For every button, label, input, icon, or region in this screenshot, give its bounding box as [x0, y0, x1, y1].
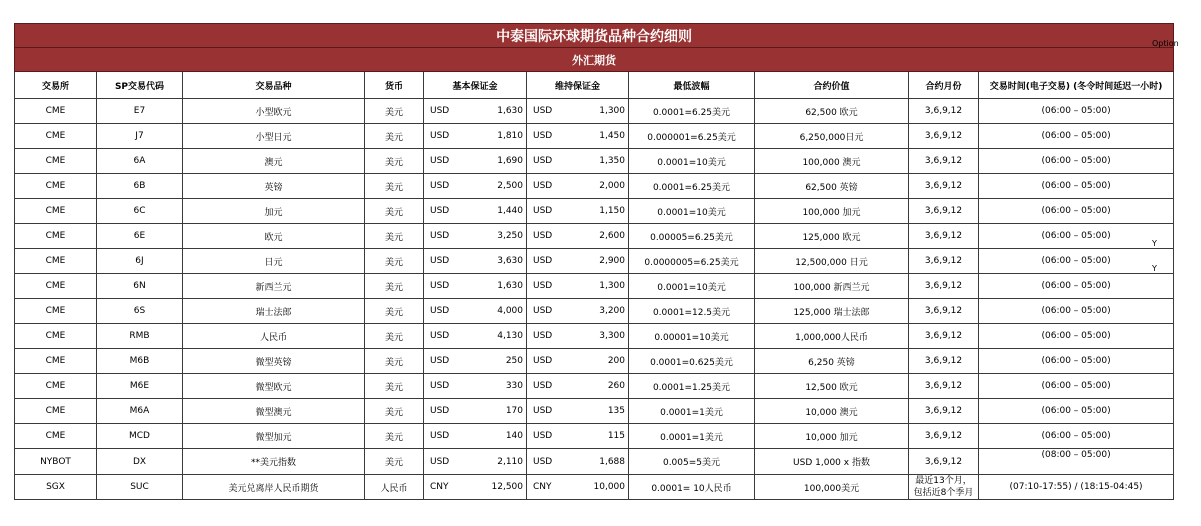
- cell-trading-hours: (06:00 – 05:00): [979, 274, 1174, 299]
- col-header-contract-value: 合约价值: [755, 72, 909, 99]
- cell-initial-margin: 330: [472, 374, 527, 399]
- futures-spec-table: [14, 23, 1174, 500]
- table-row: [15, 349, 1174, 374]
- cell-maintenance-margin: 3,200: [575, 299, 629, 324]
- cell-code: 6E: [97, 224, 183, 249]
- table-row: [15, 199, 1174, 224]
- cell-contract-months: 3,6,9,12: [909, 199, 979, 224]
- cell-trading-hours: (06:00 – 05:00): [979, 424, 1174, 449]
- cell-trading-hours: (07:10-17:55) / (18:15-04:45): [979, 475, 1174, 500]
- cell-code: 6S: [97, 299, 183, 324]
- cell-initial-margin-currency: USD: [424, 124, 472, 149]
- cell-initial-margin-currency: USD: [424, 249, 472, 274]
- cell-tick-size: 0.0001=0.625美元: [629, 349, 755, 374]
- cell-initial-margin-currency: USD: [424, 174, 472, 199]
- cell-contract-months: 3,6,9,12: [909, 149, 979, 174]
- cell-tick-size: 0.0000005=6.25美元: [629, 249, 755, 274]
- cell-tick-size: 0.0001=12.5美元: [629, 299, 755, 324]
- cell-trading-hours: (06:00 – 05:00): [979, 399, 1174, 424]
- cell-currency: 美元: [365, 174, 424, 199]
- table-row: [15, 224, 1174, 249]
- cell-initial-margin-currency: USD: [424, 349, 472, 374]
- cell-product: **美元指数: [183, 449, 365, 475]
- cell-initial-margin: 170: [472, 399, 527, 424]
- cell-currency: 美元: [365, 449, 424, 475]
- side-note-y1: Y: [1152, 239, 1157, 248]
- cell-trading-hours: (06:00 – 05:00): [979, 249, 1174, 274]
- cell-tick-size: 0.000001=6.25美元: [629, 124, 755, 149]
- table-row: [15, 274, 1174, 299]
- cell-exchange: CME: [15, 349, 97, 374]
- cell-initial-margin: 140: [472, 424, 527, 449]
- cell-tick-size: 0.0001=10美元: [629, 149, 755, 174]
- cell-maintenance-margin: 2,600: [575, 224, 629, 249]
- cell-currency: 美元: [365, 299, 424, 324]
- cell-exchange: CME: [15, 374, 97, 399]
- cell-contract-months: 3,6,9,12: [909, 324, 979, 349]
- cell-contract-months: 3,6,9,12: [909, 124, 979, 149]
- table-body: [15, 99, 1174, 500]
- cell-tick-size: 0.0001=10美元: [629, 274, 755, 299]
- cell-initial-margin-currency: USD: [424, 224, 472, 249]
- cell-initial-margin-currency: USD: [424, 149, 472, 174]
- cell-currency: 人民币: [365, 475, 424, 500]
- cell-initial-margin: 3,250: [472, 224, 527, 249]
- table-row: [15, 149, 1174, 174]
- cell-product: 人民币: [183, 324, 365, 349]
- cell-initial-margin: 4,130: [472, 324, 527, 349]
- cell-exchange: CME: [15, 324, 97, 349]
- table-row: [15, 124, 1174, 149]
- cell-initial-margin-currency: USD: [424, 99, 472, 124]
- cell-initial-margin-currency: USD: [424, 324, 472, 349]
- cell-code: 6A: [97, 149, 183, 174]
- cell-product: 微型英镑: [183, 349, 365, 374]
- cell-initial-margin: 4,000: [472, 299, 527, 324]
- cell-maintenance-margin-currency: USD: [527, 324, 575, 349]
- col-header-currency: 货币: [365, 72, 424, 99]
- cell-contract-value: 6,250 英镑: [755, 349, 909, 374]
- cell-contract-months: 最近13个月，包括近8个季月: [909, 475, 979, 500]
- cell-product: 微型欧元: [183, 374, 365, 399]
- side-note-option: Option: [1152, 39, 1179, 48]
- cell-exchange: CME: [15, 299, 97, 324]
- cell-code: DX: [97, 449, 183, 475]
- cell-code: M6B: [97, 349, 183, 374]
- cell-maintenance-margin-currency: USD: [527, 274, 575, 299]
- cell-initial-margin-currency: CNY: [424, 475, 472, 500]
- cell-maintenance-margin-currency: USD: [527, 299, 575, 324]
- cell-initial-margin: 2,500: [472, 174, 527, 199]
- cell-tick-size: 0.0001=6.25美元: [629, 99, 755, 124]
- cell-maintenance-margin: 115: [575, 424, 629, 449]
- cell-exchange: CME: [15, 274, 97, 299]
- cell-code: 6N: [97, 274, 183, 299]
- cell-maintenance-margin-currency: USD: [527, 124, 575, 149]
- cell-maintenance-margin-currency: USD: [527, 374, 575, 399]
- cell-maintenance-margin: 135: [575, 399, 629, 424]
- cell-currency: 美元: [365, 399, 424, 424]
- col-header-months: 合约月份: [909, 72, 979, 99]
- cell-contract-value: 62,500 欧元: [755, 99, 909, 124]
- cell-initial-margin-currency: USD: [424, 274, 472, 299]
- cell-tick-size: 0.005=5美元: [629, 449, 755, 475]
- cell-maintenance-margin-currency: USD: [527, 174, 575, 199]
- cell-exchange: CME: [15, 224, 97, 249]
- cell-maintenance-margin: 3,300: [575, 324, 629, 349]
- col-header-exchange: 交易所: [15, 72, 97, 99]
- cell-contract-months: 3,6,9,12: [909, 224, 979, 249]
- cell-product: 日元: [183, 249, 365, 274]
- cell-contract-value: 1,000,000人民币: [755, 324, 909, 349]
- cell-code: SUC: [97, 475, 183, 500]
- cell-initial-margin: 12,500: [472, 475, 527, 500]
- cell-product: 微型澳元: [183, 399, 365, 424]
- cell-maintenance-margin-currency: USD: [527, 349, 575, 374]
- col-header-maintenance-margin: 维持保证金: [527, 72, 629, 99]
- cell-contract-value: 10,000 澳元: [755, 399, 909, 424]
- cell-currency: 美元: [365, 224, 424, 249]
- table-row: [15, 399, 1174, 424]
- cell-product: 加元: [183, 199, 365, 224]
- cell-initial-margin: 3,630: [472, 249, 527, 274]
- cell-maintenance-margin: 1,300: [575, 99, 629, 124]
- cell-contract-months: 3,6,9,12: [909, 399, 979, 424]
- cell-trading-hours: (06:00 – 05:00): [979, 324, 1174, 349]
- cell-contract-months: 3,6,9,12: [909, 274, 979, 299]
- cell-maintenance-margin: 10,000: [575, 475, 629, 500]
- cell-tick-size: 0.0001=1美元: [629, 399, 755, 424]
- cell-maintenance-margin-currency: USD: [527, 449, 575, 475]
- cell-currency: 美元: [365, 99, 424, 124]
- cell-currency: 美元: [365, 199, 424, 224]
- cell-currency: 美元: [365, 424, 424, 449]
- cell-currency: 美元: [365, 149, 424, 174]
- cell-initial-margin: 250: [472, 349, 527, 374]
- cell-trading-hours: (06:00 – 05:00): [979, 99, 1174, 124]
- cell-currency: 美元: [365, 324, 424, 349]
- cell-trading-hours: (06:00 – 05:00): [979, 199, 1174, 224]
- cell-contract-months: 3,6,9,12: [909, 299, 979, 324]
- cell-code: E7: [97, 99, 183, 124]
- col-header-trading-hours: 交易时间(电子交易) (冬令时间延迟一小时): [979, 72, 1174, 99]
- cell-code: M6A: [97, 399, 183, 424]
- cell-tick-size: 0.0001=1美元: [629, 424, 755, 449]
- cell-maintenance-margin: 2,000: [575, 174, 629, 199]
- table-row: [15, 449, 1174, 475]
- table-row: [15, 374, 1174, 399]
- table-row: [15, 99, 1174, 124]
- cell-currency: 美元: [365, 274, 424, 299]
- cell-exchange: CME: [15, 124, 97, 149]
- cell-tick-size: 0.00005=6.25美元: [629, 224, 755, 249]
- table-row: [15, 324, 1174, 349]
- cell-code: 6B: [97, 174, 183, 199]
- section-title: 外汇期货: [15, 48, 1174, 72]
- title-row: [15, 24, 1174, 48]
- cell-maintenance-margin: 2,900: [575, 249, 629, 274]
- cell-initial-margin-currency: USD: [424, 299, 472, 324]
- cell-maintenance-margin: 260: [575, 374, 629, 399]
- cell-trading-hours: (06:00 – 05:00): [979, 149, 1174, 174]
- cell-code: M6E: [97, 374, 183, 399]
- cell-product: 新西兰元: [183, 274, 365, 299]
- cell-maintenance-margin-currency: USD: [527, 249, 575, 274]
- cell-contract-months: 3,6,9,12: [909, 449, 979, 475]
- cell-initial-margin: 1,440: [472, 199, 527, 224]
- cell-contract-value: 125,000 瑞士法郎: [755, 299, 909, 324]
- cell-maintenance-margin: 1,150: [575, 199, 629, 224]
- cell-contract-value: 10,000 加元: [755, 424, 909, 449]
- table-row: [15, 249, 1174, 274]
- col-header-code: SP交易代码: [97, 72, 183, 99]
- cell-trading-hours: (06:00 – 05:00): [979, 299, 1174, 324]
- cell-maintenance-margin: 1,688: [575, 449, 629, 475]
- cell-exchange: CME: [15, 249, 97, 274]
- cell-exchange: CME: [15, 99, 97, 124]
- cell-maintenance-margin: 1,300: [575, 274, 629, 299]
- cell-initial-margin-currency: USD: [424, 399, 472, 424]
- cell-product: 小型日元: [183, 124, 365, 149]
- cell-initial-margin: 1,630: [472, 274, 527, 299]
- cell-maintenance-margin-currency: USD: [527, 424, 575, 449]
- table-row: [15, 299, 1174, 324]
- cell-exchange: CME: [15, 199, 97, 224]
- cell-currency: 美元: [365, 124, 424, 149]
- cell-contract-value: USD 1,000 x 指数: [755, 449, 909, 475]
- cell-product: 瑞士法郎: [183, 299, 365, 324]
- cell-contract-value: 100,000 加元: [755, 199, 909, 224]
- cell-contract-value: 12,500 欧元: [755, 374, 909, 399]
- cell-maintenance-margin: 1,450: [575, 124, 629, 149]
- cell-contract-value: 125,000 欧元: [755, 224, 909, 249]
- cell-trading-hours: (06:00 – 05:00): [979, 174, 1174, 199]
- cell-maintenance-margin-currency: USD: [527, 99, 575, 124]
- cell-code: J7: [97, 124, 183, 149]
- col-header-tick: 最低波幅: [629, 72, 755, 99]
- cell-initial-margin-currency: USD: [424, 199, 472, 224]
- cell-currency: 美元: [365, 249, 424, 274]
- cell-maintenance-margin-currency: CNY: [527, 475, 575, 500]
- cell-product: 美元兑离岸人民币期货: [183, 475, 365, 500]
- cell-initial-margin: 2,110: [472, 449, 527, 475]
- cell-exchange: SGX: [15, 475, 97, 500]
- cell-initial-margin: 1,630: [472, 99, 527, 124]
- table-title: 中泰国际环球期货品种合约细则: [15, 24, 1174, 48]
- cell-product: 澳元: [183, 149, 365, 174]
- cell-tick-size: 0.0001= 10人民币: [629, 475, 755, 500]
- cell-maintenance-margin: 200: [575, 349, 629, 374]
- cell-contract-months: 3,6,9,12: [909, 374, 979, 399]
- cell-tick-size: 0.0001=1.25美元: [629, 374, 755, 399]
- cell-contract-months: 3,6,9,12: [909, 349, 979, 374]
- cell-product: 微型加元: [183, 424, 365, 449]
- cell-contract-months: 3,6,9,12: [909, 249, 979, 274]
- cell-tick-size: 0.00001=10美元: [629, 324, 755, 349]
- cell-currency: 美元: [365, 349, 424, 374]
- cell-contract-months: 3,6,9,12: [909, 174, 979, 199]
- cell-contract-value: 100,000 澳元: [755, 149, 909, 174]
- cell-code: MCD: [97, 424, 183, 449]
- cell-trading-hours: (06:00 – 05:00): [979, 224, 1174, 249]
- col-header-product: 交易品种: [183, 72, 365, 99]
- cell-exchange: CME: [15, 399, 97, 424]
- table-row: [15, 174, 1174, 199]
- cell-maintenance-margin-currency: USD: [527, 199, 575, 224]
- cell-tick-size: 0.0001=10美元: [629, 199, 755, 224]
- header-row: [15, 72, 1174, 99]
- cell-exchange: CME: [15, 424, 97, 449]
- table-row: [15, 424, 1174, 449]
- cell-tick-size: 0.0001=6.25美元: [629, 174, 755, 199]
- cell-exchange: CME: [15, 149, 97, 174]
- cell-code: 6J: [97, 249, 183, 274]
- cell-maintenance-margin-currency: USD: [527, 399, 575, 424]
- side-note-y2: Y: [1152, 264, 1157, 273]
- cell-contract-value: 62,500 英镑: [755, 174, 909, 199]
- cell-contract-value: 12,500,000 日元: [755, 249, 909, 274]
- cell-exchange: NYBOT: [15, 449, 97, 475]
- cell-contract-months: 3,6,9,12: [909, 99, 979, 124]
- cell-contract-value: 100,000 新西兰元: [755, 274, 909, 299]
- subtitle-row: [15, 48, 1174, 72]
- cell-initial-margin-currency: USD: [424, 424, 472, 449]
- cell-initial-margin-currency: USD: [424, 374, 472, 399]
- cell-trading-hours: (06:00 – 05:00): [979, 349, 1174, 374]
- cell-maintenance-margin: 1,350: [575, 149, 629, 174]
- table-row: [15, 475, 1174, 500]
- cell-code: RMB: [97, 324, 183, 349]
- cell-maintenance-margin-currency: USD: [527, 224, 575, 249]
- cell-contract-value: 100,000美元: [755, 475, 909, 500]
- cell-exchange: CME: [15, 174, 97, 199]
- cell-product: 英镑: [183, 174, 365, 199]
- cell-currency: 美元: [365, 374, 424, 399]
- cell-maintenance-margin-currency: USD: [527, 149, 575, 174]
- cell-initial-margin: 1,810: [472, 124, 527, 149]
- col-header-initial-margin: 基本保证金: [424, 72, 527, 99]
- cell-initial-margin: 1,690: [472, 149, 527, 174]
- cell-product: 小型欧元: [183, 99, 365, 124]
- cell-contract-value: 6,250,000日元: [755, 124, 909, 149]
- cell-initial-margin-currency: USD: [424, 449, 472, 475]
- cell-trading-hours: (06:00 – 05:00): [979, 374, 1174, 399]
- cell-code: 6C: [97, 199, 183, 224]
- cell-trading-hours: (08:00 – 05:00): [979, 449, 1174, 475]
- cell-contract-months: 3,6,9,12: [909, 424, 979, 449]
- cell-product: 欧元: [183, 224, 365, 249]
- cell-trading-hours: (06:00 – 05:00): [979, 124, 1174, 149]
